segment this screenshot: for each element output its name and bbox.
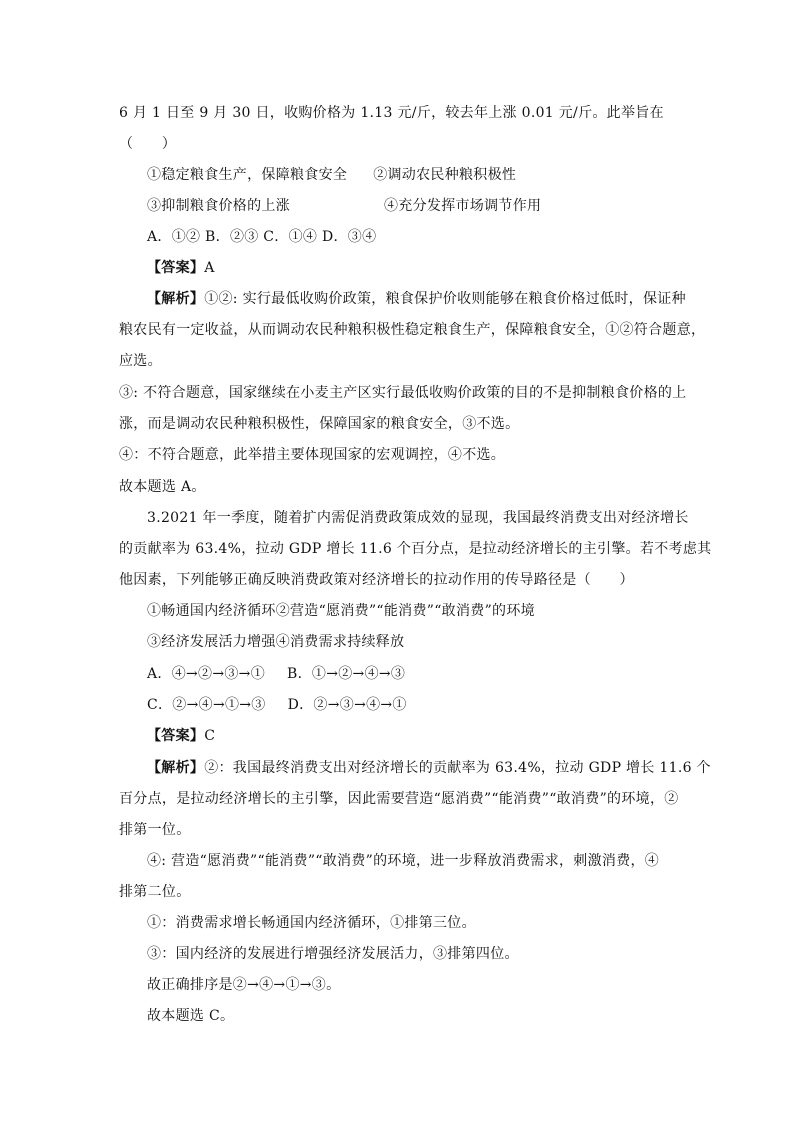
q3-analysis-tag: 【解析】 [147,760,205,776]
q2-answer-value: A [204,260,215,276]
q2-option-4: ④充分发挥市场调节作用 [384,198,542,214]
q3-analysis-text-1: ②：我国最终消费支出对经济增长的贡献率为 63.4%，拉动 GDP 增长 11.6 个 [204,760,711,776]
q2-choices: A．①② B．②③ C．①④ D．③④ [147,229,377,245]
q3-analysis-line-2: 百分点，是拉动经济增长的主引擎，因此需要营造“愿消费”“能消费”“敢消费”的环境，② [119,791,679,807]
q2-option-3: ③抑制粮食价格的上涨 [147,198,290,214]
q2-conclusion: 故本题选 A。 [119,479,206,495]
q3-analysis-line-4: ④: 营造“愿消费”“能消费”“敢消费”的环境，进一步释放消费需求，刺激消费，④ [147,853,660,869]
q3-items-line-1: ①畅通国内经济循环②营造“愿消费”“能消费”“敢消费”的环境 [147,603,535,619]
q3-conclusion: 故本题选 C。 [147,1008,235,1024]
q3-analysis-line-7: ③：国内经济的发展进行增强经济发展活力，③排第四位。 [147,946,519,962]
q2-stem-line-1: 6 月 1 日至 9 月 30 日，收购价格为 1.13 元/斤，较去年上涨 0.01 元/斤。此举旨在 [119,105,664,121]
q3-analysis-line-3: 排第一位。 [119,822,191,838]
q2-answer-tag: 【答案】 [147,260,205,276]
q3-choice-b: B．①→②→④→③ [287,666,406,682]
q2-analysis-line-5: 涨，而是调动农民种粮积极性，保障国家的粮食安全，③不选。 [119,416,520,432]
q3-analysis-line-5: 排第二位。 [119,884,191,900]
q3-stem-line-2: 的贡献率为 63.4%，拉动 GDP 增长 11.6 个百分点，是拉动经济增长的主引擎。若不考虑其 [119,541,712,557]
q3-analysis-line-1 [147,758,711,778]
q2-analysis-line-6: ④：不符合题意，此举措主要体现国家的宏观调控，④不选。 [119,447,506,463]
q3-answer-tag: 【答案】 [147,728,205,744]
q2-answer [147,258,215,278]
q2-stem-line-2: （ ） [119,136,177,152]
q3-stem-line-3: 他因素，下列能够正确反映消费政策对经济增长的拉动作用的传导路径是（ ） [119,572,634,588]
q3-choice-a: A．④→②→③→① [147,666,266,682]
q2-options-row-2 [147,196,541,216]
q2-options-row-1 [147,165,516,185]
q3-analysis-line-6: ①：消费需求增长畅通国内经济循环，①排第三位。 [147,915,476,931]
q3-choice-c: C．②→④→①→③ [147,697,266,713]
q2-analysis-tag: 【解析】 [147,291,205,307]
q3-choices-row-2 [147,695,407,715]
q3-answer [147,726,215,746]
q2-analysis-text-1: ①②: 实行最低收购价政策，粮食保护价收则能够在粮食价格过低时，保证种 [204,291,686,307]
q3-answer-value: C [204,728,216,744]
q2-option-2: ②调动农民种粮积极性 [373,167,517,183]
q3-order-line: 故正确排序是②→④→①→③。 [147,977,341,993]
q3-items-line-2: ③经济发展活力增强④消费需求持续释放 [147,634,405,650]
q3-stem-line-1: 3.2021 年一季度，随着扩内需促消费政策成效的显现，我国最终消费支出对经济增长 [147,510,689,526]
q2-option-1: ①稳定粮食生产，保障粮食安全 [147,167,348,183]
q2-analysis-line-1 [147,289,686,309]
q3-choice-d: D．②→③→④→① [287,697,407,713]
q2-analysis-line-3: 应选。 [119,353,162,369]
q2-analysis-line-2: 粮农民有一定收益，从而调动农民种粮积极性稳定粮食生产，保障粮食安全，①②符合题意， [119,322,706,338]
q3-choices-row-1 [147,664,405,684]
q2-analysis-line-4: ③: 不符合题意，国家继续在小麦主产区实行最低收购价政策的目的不是抑制粮食价格的上 [119,385,687,401]
